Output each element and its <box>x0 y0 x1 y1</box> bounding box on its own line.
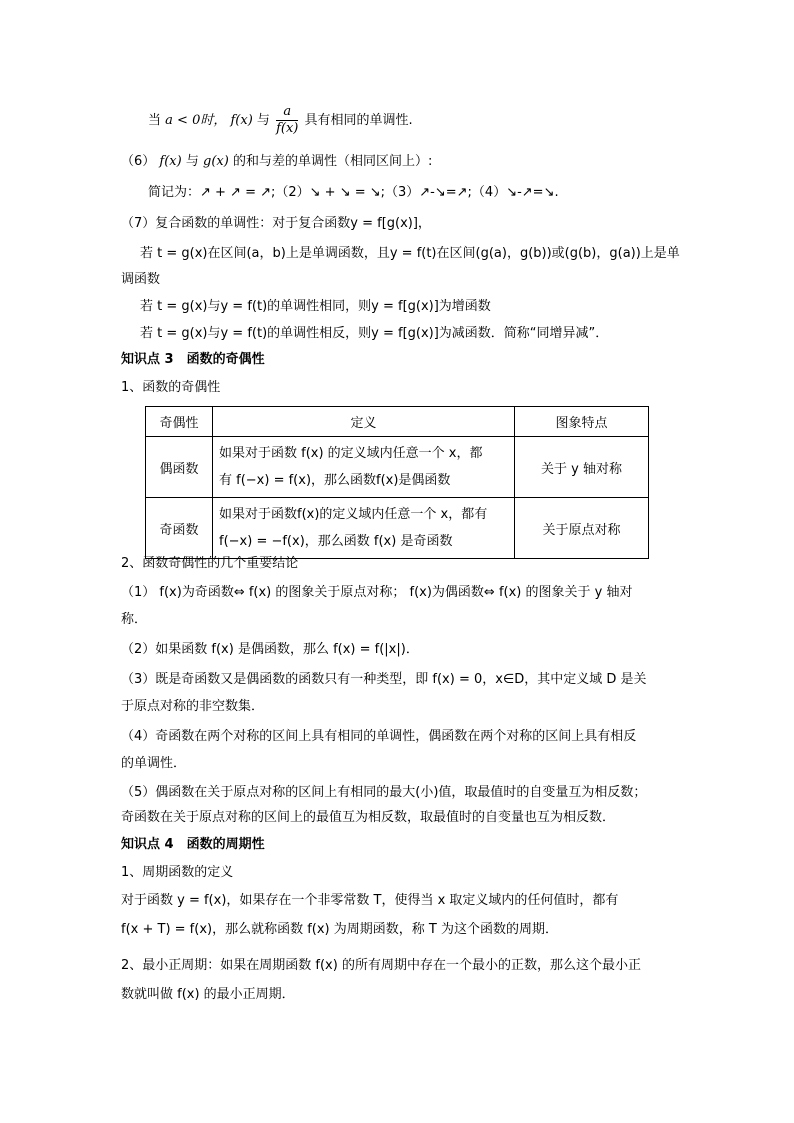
fraction-a-over-fx <box>276 104 298 137</box>
f-of-x: f(x) <box>230 113 253 128</box>
section3-sub1: 1、函数的奇偶性 <box>121 380 221 395</box>
table-cell-name: 偶函数 <box>146 437 213 498</box>
parity-table <box>145 406 649 559</box>
table-cell-definition: 如果对于函数 f(x) 的定义域内任意一个 x，都 有 f(−x) = f(x)，那么函数f(x)是偶函数 <box>213 437 515 498</box>
table-cell-name: 奇函数 <box>146 498 213 559</box>
table-row <box>146 437 649 498</box>
table-cell-feature: 关于 y 轴对称 <box>515 437 649 498</box>
item7-line3: 调函数 <box>121 272 161 287</box>
conclusion4-line2: 的单调性． <box>121 756 187 771</box>
item6-line: （6） f(x) 与 g(x) 的和与差的单调性（相同区间上）: <box>121 154 433 169</box>
item6-summary: 简记为：↗ + ↗ = ↗;（2）↘ + ↘ = ↘;（3）↗-↘=↗;（4）↘-↗=↘. <box>148 185 559 200</box>
periodic-def-line2: f(x + T) = f(x)，那么就称函数 f(x) 为周期函数，称 T 为这个函数的周期． <box>121 922 558 937</box>
fraction-denominator: f(x) <box>276 121 299 136</box>
conclusion4-line1: （4）奇函数在两个对称的区间上具有相同的单调性，偶函数在两个对称的区间上具有相反 <box>121 729 637 744</box>
item7-line5: 若 t = g(x)与y = f(t)的单调性相反，则y = f[g(x)]为减函数．简称“同增异减”． <box>140 326 609 341</box>
conclusion3-line1: （3）既是奇函数又是偶函数的函数只有一种类型，即 f(x) = 0，x∈D，其中定义域 D 是关 <box>121 672 647 687</box>
table-header: 定义 <box>213 407 515 437</box>
conclusion5-line1: （5）偶函数在关于原点对称的区间上有相同的最大(小)值，取最值时的自变量互为相反数； <box>121 785 647 800</box>
fraction-numerator: a <box>276 104 298 121</box>
table-cell-feature: 关于原点对称 <box>515 498 649 559</box>
item7-line4: 若 t = g(x)与y = f(t)的单调性相同，则y = f[g(x)]为增函数 <box>140 299 491 314</box>
conclusion3-line2: 于原点对称的非空数集． <box>121 699 265 714</box>
table-cell-definition: 如果对于函数f(x)的定义域内任意一个 x，都有 f(−x) = −f(x)，那么函数 f(x) 是奇函数 <box>213 498 515 559</box>
section3-heading: 知识点 3 函数的奇偶性 <box>121 352 265 367</box>
conclusion1-line2: 称． <box>121 612 148 627</box>
section4-heading: 知识点 4 函数的周期性 <box>121 837 265 852</box>
conclusion1-line1: （1） f(x)为奇函数⇔ f(x) 的图象关于原点对称； f(x)为偶函数⇔ f(x) 的图象关于 y 轴对 <box>121 585 633 600</box>
min-period-line1: 2、最小正周期：如果在周期函数 f(x) 的所有周期中存在一个最小的正数，那么这个最小正 <box>121 958 641 973</box>
table-header: 奇偶性 <box>146 407 213 437</box>
item7-line1: （7）复合函数的单调性：对于复合函数y = f[g(x)]， <box>121 216 431 231</box>
table-header-row <box>146 407 649 437</box>
min-period-line2: 数就叫做 f(x) 的最小正周期． <box>121 987 295 1002</box>
conclusion2: （2）如果函数 f(x) 是偶函数，那么 f(x) = f(|x|)． <box>121 642 419 657</box>
periodic-def-line1: 对于函数 y = f(x)，如果存在一个非零常数 T，使得当 x 取定义域内的任何值时，都有 <box>121 893 619 908</box>
section4-sub1: 1、周期函数的定义 <box>121 865 234 880</box>
monotonic-line1: 当 a < 0时， f(x) 与 $\frac{a}{f(x)}$ 具有相同的单调性. <box>148 104 413 136</box>
conclusion5-line2: 奇函数在关于原点对称的区间上的最值互为相反数，取最值时的自变量也互为相反数． <box>121 810 616 825</box>
condition-math: a < 0时， <box>165 113 227 128</box>
table-row <box>146 498 649 559</box>
item7-line2: 若 t = g(x)在区间(a，b)上是单调函数，且y = f(t)在区间(g(a)，g(b))或(g(b)，g(a))上是单 <box>140 246 680 261</box>
table-header: 图象特点 <box>515 407 649 437</box>
section3-sub2: 2、函数奇偶性的几个重要结论 <box>121 556 299 571</box>
